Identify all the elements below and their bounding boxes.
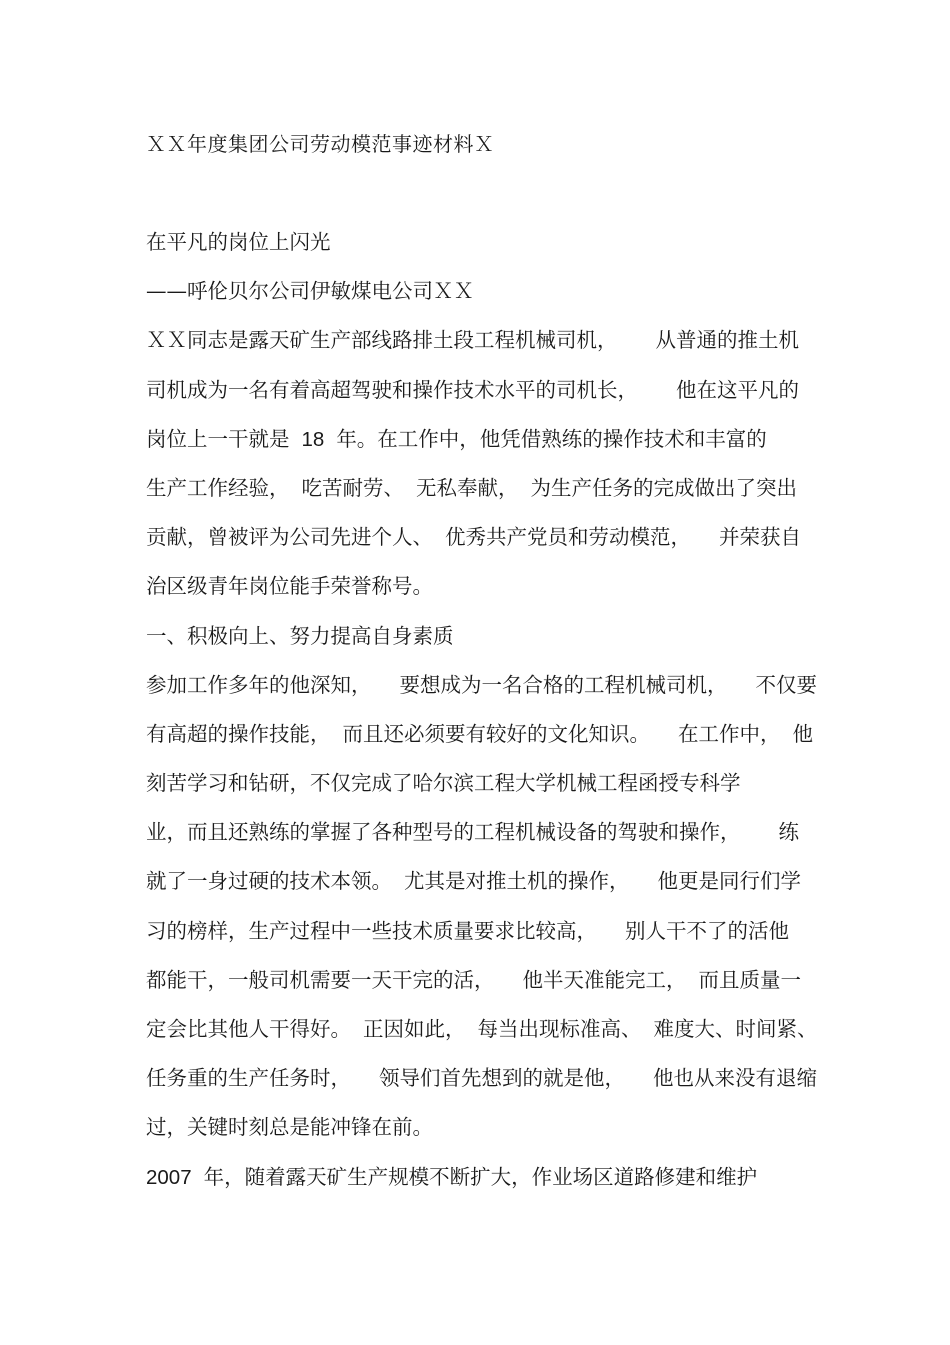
text-span: 为生产任务的完成做出了突出 xyxy=(530,475,797,500)
paragraph-line xyxy=(146,1005,816,1054)
text-span: 司机成为一名有着高超驾驶和操作技术水平的司机长， xyxy=(146,377,638,402)
text-span: 治区级青年岗位能手荣誉称号。 xyxy=(146,574,433,599)
text-span: 岗位上一干就是 xyxy=(146,426,290,451)
paragraph-line xyxy=(146,464,816,513)
text-span: 要想成为一名合格的工程机械司机， xyxy=(399,672,728,697)
paragraph-line xyxy=(146,759,816,808)
text-span: 而且还必须要有较好的文化知识。 xyxy=(342,721,650,746)
text-span: 业，而且还熟练的掌握了各种型号的工程机械设备的驾驶和操作， xyxy=(146,820,741,845)
text-span: 领导们首先想到的就是他， xyxy=(379,1066,625,1091)
byline: ——呼伦贝尔公司伊敏煤电公司ＸＸ xyxy=(146,279,474,304)
paragraph-line xyxy=(146,1153,816,1202)
text-span: 尤其是对推土机的操作， xyxy=(404,869,630,894)
text-span: ＸＸ同志是露天矿生产部线路排土段工程机械司机， xyxy=(146,328,618,353)
text-span: 无私奉献， xyxy=(416,475,519,500)
text-span: 在工作中， xyxy=(678,721,781,746)
text-span: 难度大、时间紧、 xyxy=(653,1017,818,1041)
text-span: 生产工作经验， xyxy=(146,475,290,500)
section-heading: 一、积极向上、努力提高自身素质 xyxy=(146,623,454,648)
text-span: 吃苦耐劳、 xyxy=(301,475,404,500)
paragraph-line xyxy=(146,366,816,415)
text-span: 习的榜样，生产过程中一些技术质量要求比较高， xyxy=(146,918,597,943)
paragraph-line xyxy=(146,857,816,906)
document-body xyxy=(146,218,816,1202)
paragraph-line xyxy=(146,661,816,710)
text-span: 优秀共产党员和劳动模范， xyxy=(445,525,691,550)
paragraph-line xyxy=(146,316,816,365)
text-span: 他更是同行们学 xyxy=(657,869,801,894)
text-span: 他也从来没有退缩 xyxy=(653,1066,817,1091)
text-span: 过，关键时刻总是能冲锋在前。 xyxy=(146,1115,433,1140)
paragraph-line xyxy=(146,710,816,759)
paragraph-line xyxy=(146,1103,816,1152)
text-span: 都能干，一般司机需要一天干完的活， xyxy=(146,967,495,992)
paragraph-line xyxy=(146,808,816,857)
text-span: 他 xyxy=(792,721,813,746)
paragraph-line xyxy=(146,513,816,562)
year-span: 2007 xyxy=(146,1165,192,1189)
subtitle: 在平凡的岗位上闪光 xyxy=(146,230,331,254)
paragraph-line xyxy=(146,415,816,464)
text-span: 定会比其他人干得好。 xyxy=(146,1017,351,1041)
paragraph-line xyxy=(146,956,816,1005)
text-span: 练 xyxy=(778,820,799,845)
text-span: 贡献，曾被评为公司先进个人、 xyxy=(146,525,433,550)
number-span: 18 xyxy=(301,427,325,451)
text-span: 别人干不了的活他 xyxy=(625,918,789,943)
paragraph-line xyxy=(146,562,816,611)
paragraph-line xyxy=(146,907,816,956)
text-span: 年，随着露天矿生产规模不断扩大，作业场区道路修建和维护 xyxy=(203,1164,758,1189)
text-span: 而且质量一 xyxy=(698,967,801,992)
text-span: 正因如此， xyxy=(363,1017,466,1041)
text-span: 不仅要 xyxy=(755,672,817,697)
text-span: 就了一身过硬的技术本领。 xyxy=(146,869,392,894)
text-span: 参加工作多年的他深知， xyxy=(146,672,372,697)
paragraph-line xyxy=(146,1054,816,1103)
text-span: 他半天准能完工， xyxy=(522,967,687,992)
text-span: 刻苦学习和钻研，不仅完成了哈尔滨工程大学机械工程函授专科学 xyxy=(146,771,741,796)
text-span: 有高超的操作技能， xyxy=(146,721,331,746)
text-span: 年。在工作中，他凭借熟练的操作技术和丰富的 xyxy=(336,426,767,451)
document-title: ＸＸ年度集团公司劳动模范事迹材料Ｘ xyxy=(146,132,495,156)
text-span: 每当出现标准高、 xyxy=(477,1017,642,1041)
text-span: 从普通的推土机 xyxy=(655,328,799,353)
text-span: 并荣获自 xyxy=(719,525,801,550)
text-span: 任务重的生产任务时， xyxy=(146,1066,351,1091)
text-span: 他在这平凡的 xyxy=(676,377,799,402)
